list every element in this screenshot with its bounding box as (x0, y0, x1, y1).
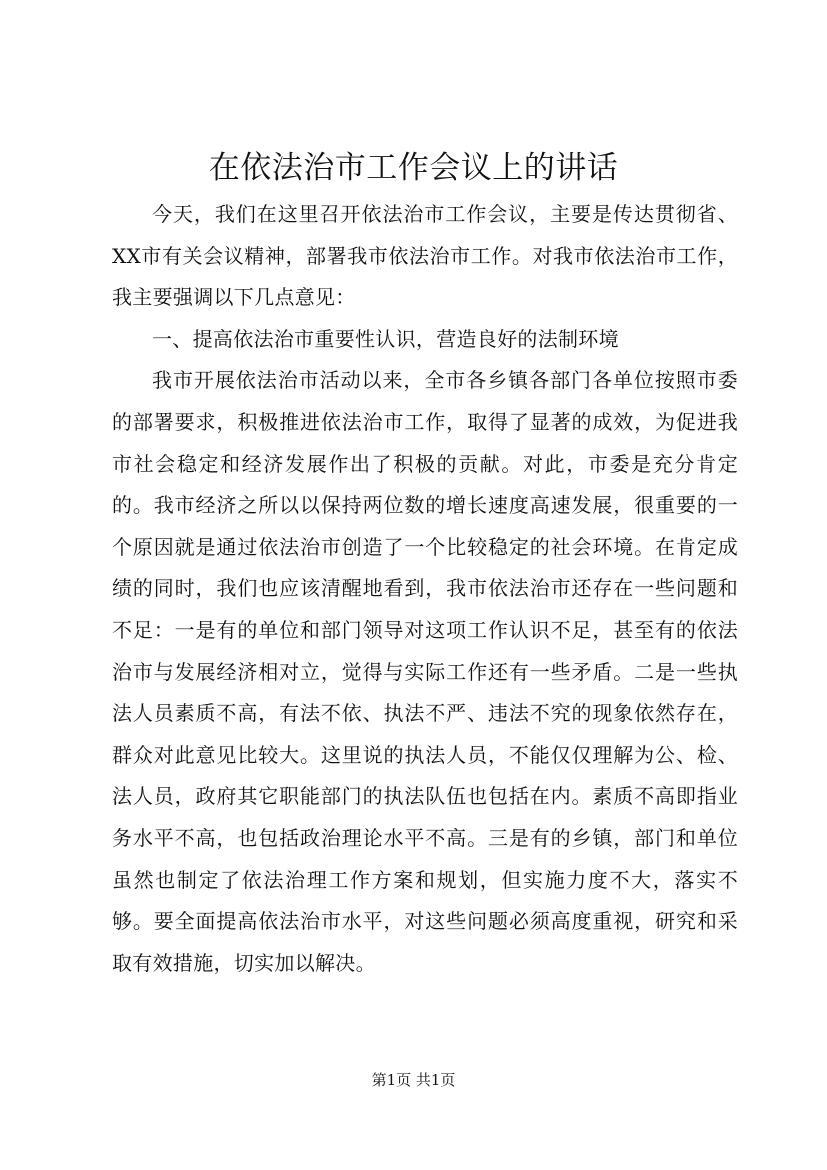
page-footer: 第1页 共1页 (371, 1071, 456, 1089)
document-body (112, 194, 738, 984)
document-title: 在依法治市工作会议上的讲话 (208, 150, 619, 186)
section-heading-1: 一、提高依法治市重要性认识，营造良好的法制环境 (152, 326, 619, 351)
paragraph-section-1: 我市开展依法治市活动以来，全市各乡镇各部门各单位按照市委的部署要求，积极推进依法治市工作，取得了显著的成效，为促进我市社会稳定和经济发展作出了积极的贡献。对此，市委是充分肯定的。我市经济之所以以保持两位数的增长速度高速发展，很重要的一个原因就是通过依法治市创造了一个比较稳定的社会环境。在肯定成绩的同时，我们也应该清醒地看到，我市依法治市还存在一些问题和不足：一是有的单位和部门领导对这项工作认识不足，甚至有的依法治市与发展经济相对立，觉得与实际工作还有一些矛盾。二是一些执法人员素质不高，有法不依、执法不严、违法不究的现象依然存在，群众对此意见比较大。这里说的执法人员，不能仅仅理解为公、检、法人员，政府其它职能部门的执法队伍也包括在内。素质不高即指业务水平不高，也包括政治理论水平不高。三是有的乡镇，部门和单位虽然也制定了依法治理工作方案和规划，但实施力度不大，落实不够。要全面提高依法治市水平，对这些问题必须高度重视，研究和采取有效措施，切实加以解决。 (112, 368, 738, 975)
paragraph-intro: 今天，我们在这里召开依法治市工作会议，主要是传达贯彻省、XX市有关会议精神，部署我市依法治市工作。对我市依法治市工作，我主要强调以下几点意见： (112, 202, 738, 310)
